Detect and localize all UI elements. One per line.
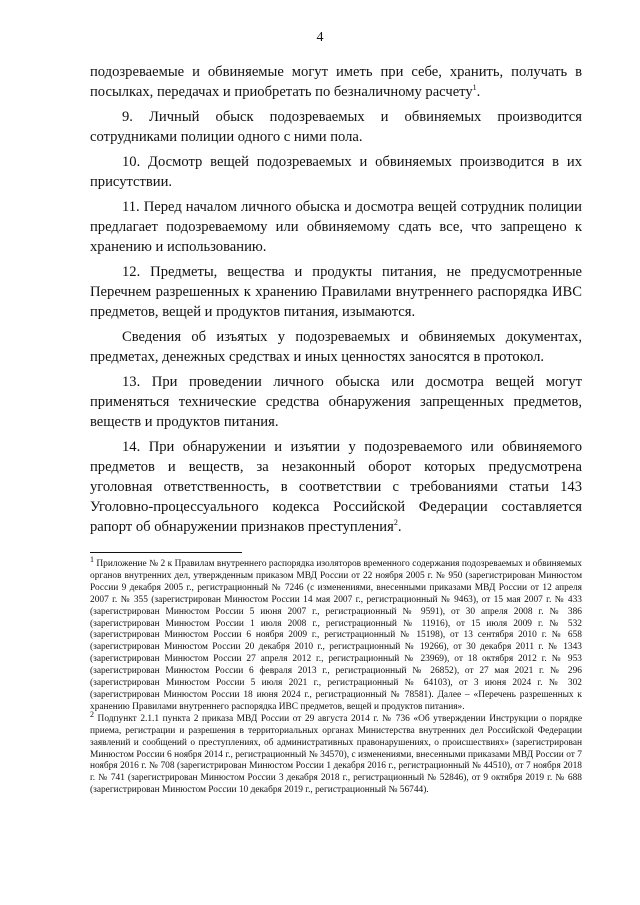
- paragraph-9: 9. Личный обыск подозреваемых и обвиняемых производится сотрудниками полиции одного с ними пола.: [90, 109, 582, 145]
- footnote-ref-1: 1: [472, 83, 477, 93]
- paragraph-12-seizure-record: Сведения об изъятых у подозреваемых и обвиняемых документах, предметах, денежных средствах и иных ценностях заносятся в протокол.: [90, 329, 582, 365]
- paragraph-continuation: [90, 62, 582, 102]
- footnote-mark-1: 1: [90, 554, 94, 564]
- paragraph-10: 10. Досмотр вещей подозреваемых и обвиняемых производится в их присутствии.: [90, 154, 582, 190]
- paragraph-14: [90, 437, 582, 537]
- paragraph-end: .: [476, 84, 481, 100]
- paragraph-text: 14. При обнаружении и изъятии у подозреваемого или обвиняемого предметов и веществ, за незаконный оборот которых предусмотрена уголовная ответственность, в соответствии с требованиями статьи 143 Уголовно-процессуального кодекса Российской Федерации составляется рапорт об обнаружении признаков преступления: [90, 439, 582, 535]
- paragraph-11: 11. Перед началом личного обыска и досмотра вещей сотрудник полиции предлагает подозреваемому или обвиняемому сдать все, что запрещено к хранению и использованию.: [90, 199, 582, 255]
- footnote-1: [90, 554, 582, 714]
- paragraph-12: 12. Предметы, вещества и продукты питания, не предусмотренные Перечнем разрешенных к хранению Правилами внутреннего распорядка ИВС предметов, вещей и продуктов питания, изымаются.: [90, 264, 582, 320]
- footnotes: [90, 554, 582, 797]
- paragraph-text: подозреваемые и обвиняемые могут иметь при себе, хранить, получать в посылках, передачах и приобретать по безналичному расчету: [90, 64, 582, 100]
- footnote-mark-2: 2: [90, 709, 94, 719]
- body-text: [90, 62, 582, 542]
- page-number: 4: [316, 30, 324, 45]
- footnote-2-text: Подпункт 2.1.1 пункта 2 приказа МВД России от 29 августа 2014 г. № 736 «Об утверждении Инструкции о порядке приема, регистрации и разрешения в территориальных органах Министерства внутренних дел Российской Федерации заявлений и сообщений о преступлениях, об административных правонарушениях, о происшествиях» (зарегистрирован Минюстом России 6 ноября 2014 г., регистрационный № 34570), с изменениями, внесенными приказами МВД России от 7 ноября 2016 г. № 708 (зарегистрирован Минюстом России 1 декабря 2016 г., регистрационный № 44510), от 7 ноября 2018 г. № 741 (зарегистрирован Минюстом России 3 декабря 2018 г., регистрационный № 52846), от 9 октября 2019 г. № 688 (зарегистрирован Минюстом России 10 декабря 2019 г., регистрационный № 56744).: [90, 713, 582, 796]
- paragraph-end: .: [397, 519, 402, 535]
- footnote-2: [90, 709, 582, 797]
- paragraph-13: 13. При проведении личного обыска или досмотра вещей могут применяться технические средства обнаружения запрещенных предметов, веществ и продуктов питания.: [90, 374, 582, 430]
- footnote-1-text: Приложение № 2 к Правилам внутреннего распорядка изоляторов временного содержания подозреваемых и обвиняемых органов внутренних дел, утвержденным приказом МВД России от 22 ноября 2005 г. № 950 (зарегистрирован Минюстом России 9 декабря 2005 г., регистрационный № 7246 (с изменениями, внесенными приказами МВД России от 12 апреля 2007 г. № 355 (зарегистрирован Минюстом России 14 мая 2007 г., регистрационный № 9463), от 15 мая 2007 г. № 433 (зарегистрирован Минюстом России 5 июня 2007 г., регистрационный № 9591), от 30 апреля 2008 г. № 386 (зарегистрирован Минюстом России 1 июля 2008 г., регистрационный № 11916), от 15 июля 2009 г. № 532 (зарегистрирован Минюстом России 6 ноября 2009 г., регистрационный № 15198), от 13 сентября 2010 г. № 658 (зарегистрирован Минюстом России 20 декабря 2010 г., регистрационный № 19266), от 30 декабря 2011 г. № 1343 (зарегистрирован Минюстом России 27 апреля 2012 г., регистрационный № 23969), от 18 октября 2012 г. № 953 (зарегистрирован Минюстом России 6 февраля 2013 г., регистрационный № 26852), от 27 мая 2021 г. № 296 (зарегистрирован Минюстом России 5 июля 2021 г., регистрационный № 64103), от 3 июня 2024 г. № 302 (зарегистрирован Минюстом России 18 июня 2024 г., регистрационный № 78581). Далее – «Перечень разрешенных к хранению Правилами внутреннего распорядка ИВС предметов, вещей и продуктов питания».: [90, 559, 582, 712]
- footnote-separator: [90, 552, 242, 553]
- footnote-ref-2: 2: [393, 518, 398, 528]
